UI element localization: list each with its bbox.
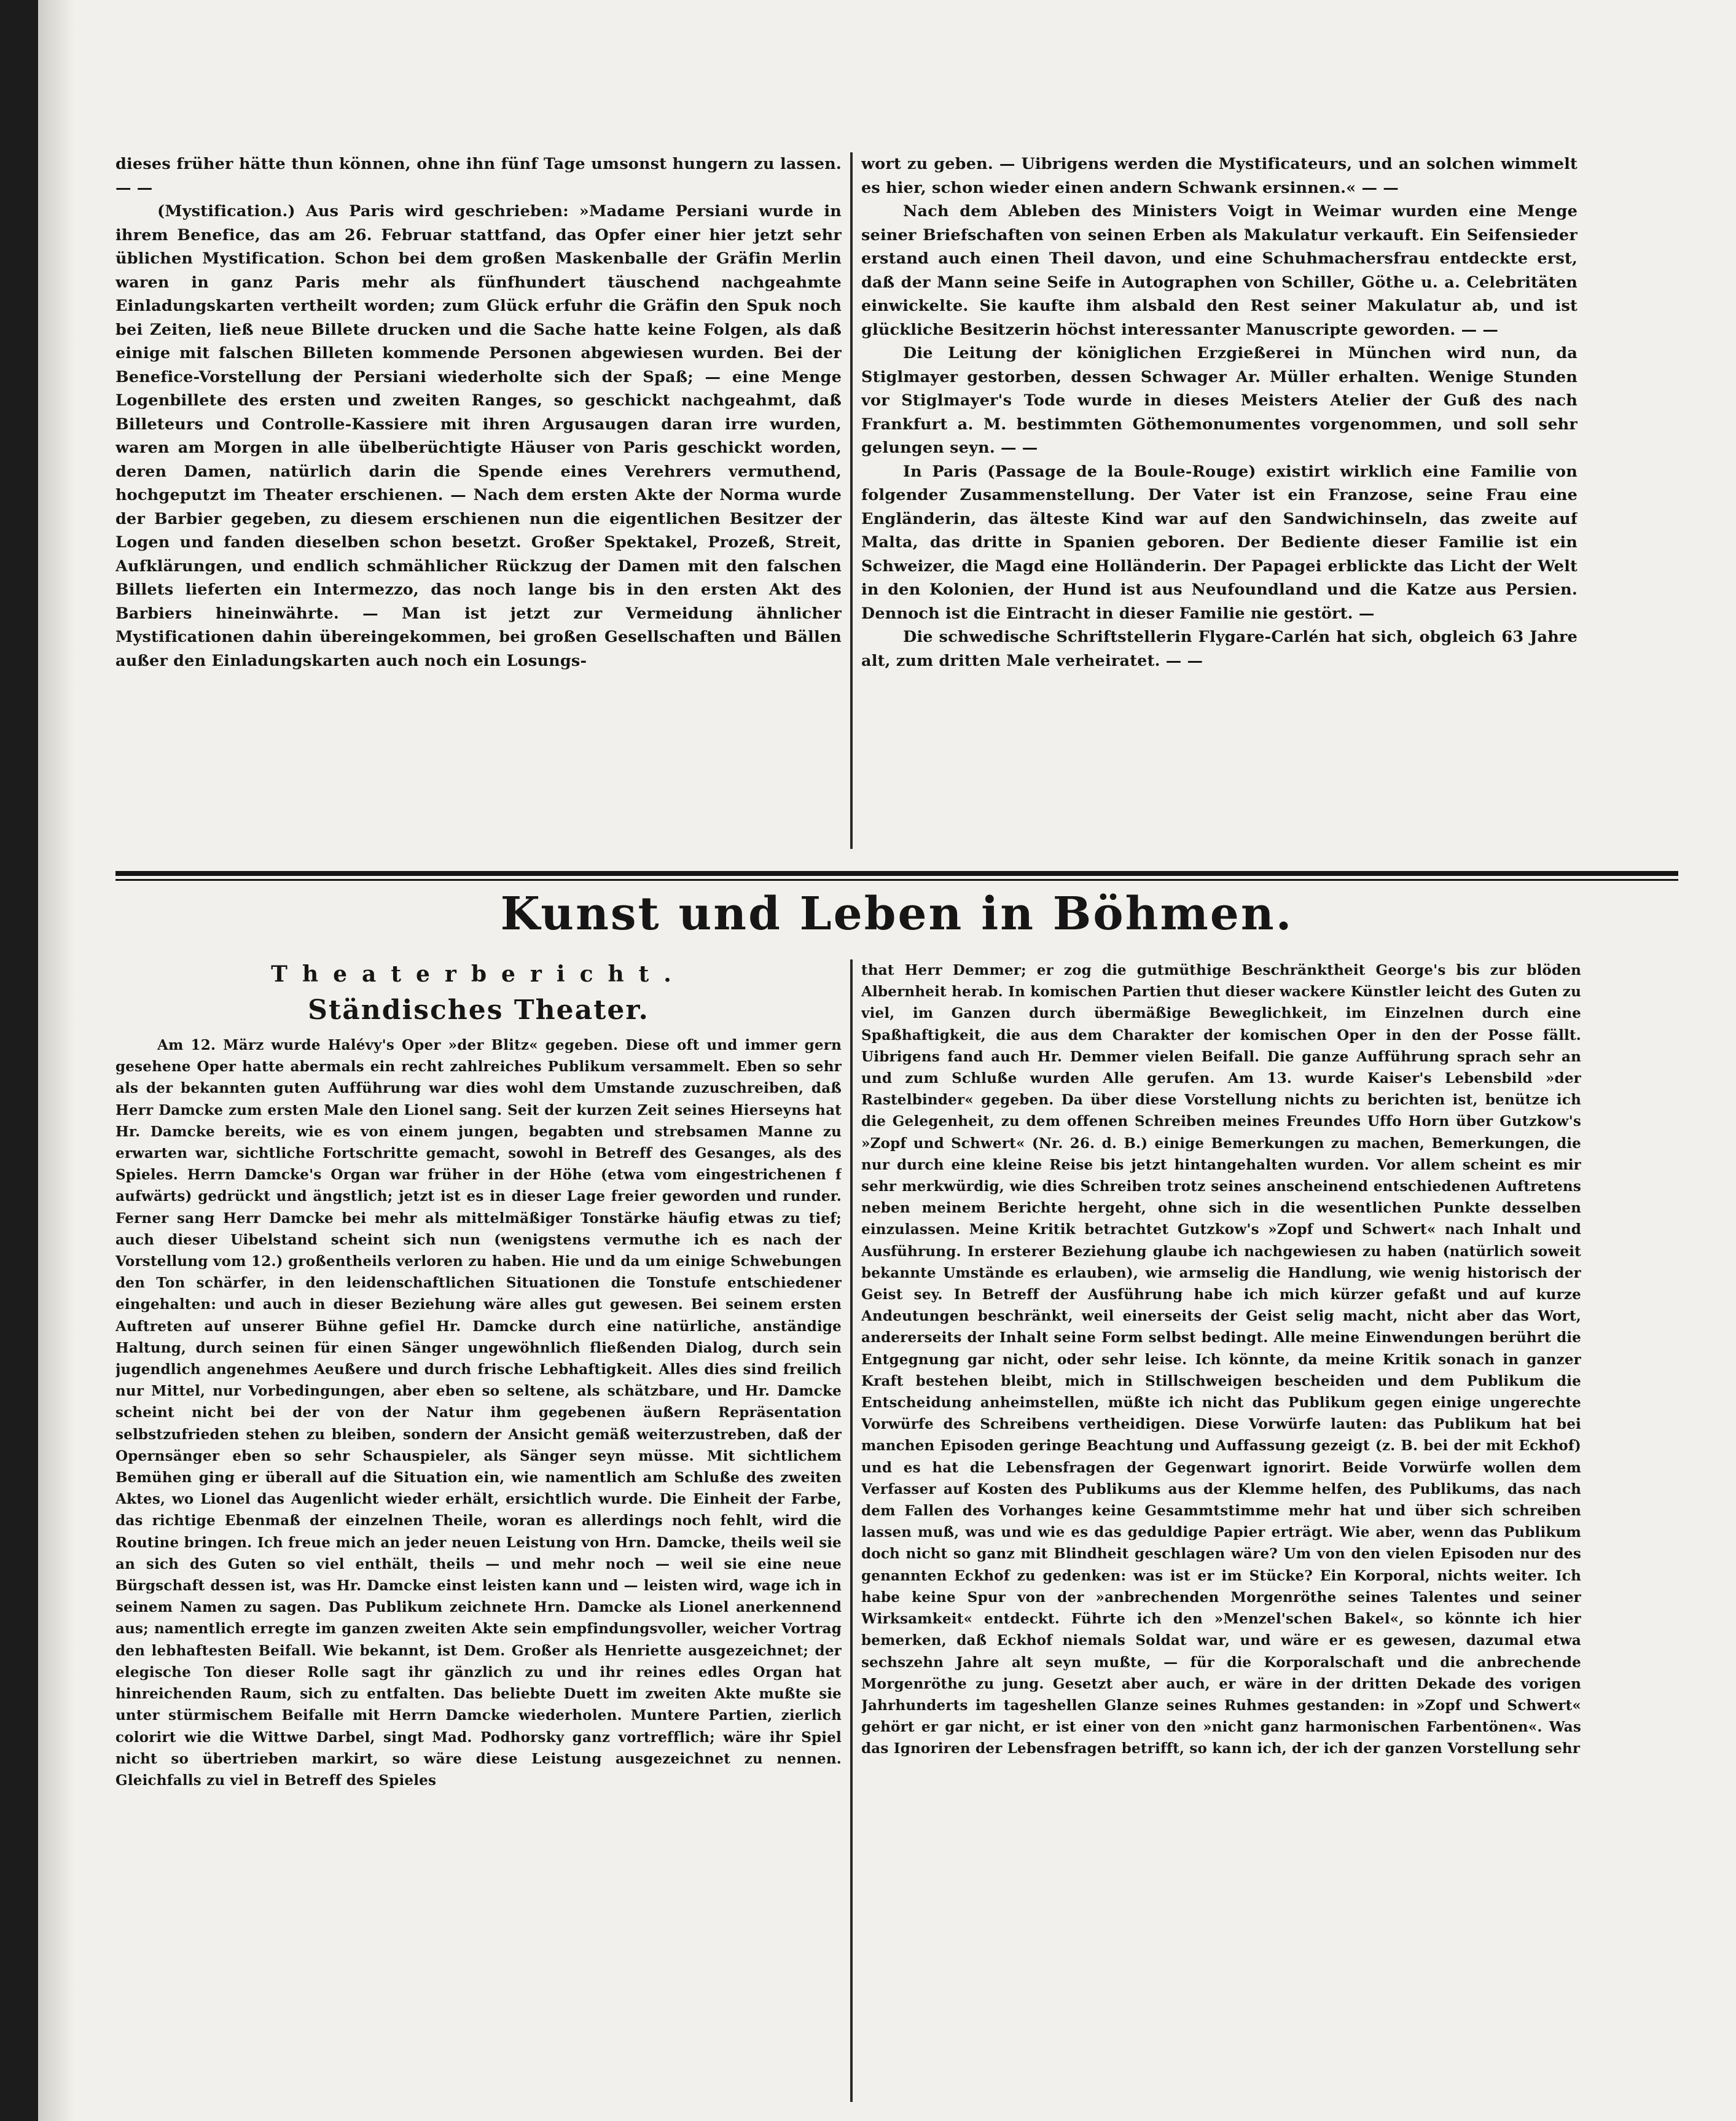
standisches-theater-title: Ständisches Theater.: [308, 994, 649, 1026]
bottom-right-column: [861, 959, 1581, 2102]
column-divider: [850, 959, 853, 2102]
section-headline: Kunst und Leben in Böhmen.: [500, 888, 1294, 940]
article-paragraph: Die schwedische Schriftstellerin Flygare-Carlén hat sich, obgleich 63 Jahre alt, zum dritten Male verheiratet. — —: [861, 628, 1578, 670]
article-paragraph: wort zu geben. — Uibrigens werden die Mystificateurs, und an solchen wimmelt es hier, schon wieder einen andern Schwank ersinnen.« — —: [861, 155, 1578, 197]
headline-rule-thin: [115, 879, 1678, 881]
newspaper-page: [38, 0, 1736, 2121]
article-paragraph: dieses früher hätte thun können, ohne ihn fünf Tage umsonst hungern zu lassen. — —: [115, 155, 842, 197]
review-paragraph: Am 12. März wurde Halévy's Oper »der Blitz« gegeben. Diese oft und immer gern gesehene Oper hatte abermals ein recht zahlreiches Publikum versammelt. Eben so sehr als der bekannten guten Aufführung war dies wohl dem Umstande zuzuschreiben, daß Herr Damcke zum ersten Male den Lionel sang. Seit der kurzen Zeit seines Hierseyns hat Hr. Damcke bereits, wie es von einem jungen, begabten und strebsamen Manne zu erwarten war, sichtliche Fortschritte gemacht, sowohl in Betreff des Gesanges, als des Spieles. Herrn Damcke's Organ war früher in der Höhe (etwa vom eingestrichenen f aufwärts) gedrückt und ängstlich; jetzt ist es in dieser Lage freier geworden und runder. Ferner sang Herr Damcke bei mehr als mittelmäßiger Tonstärke häufig etwas zu tief; auch dieser Uibelstand scheint sich nun (wenigstens vermuthe ich es nach der Vorstellung vom 12.) großentheils verloren zu haben. Hie und da um einige Schwebungen den Ton schärfer, in den leidenschaftlichen Situationen die Tonstufe entschiedener eingehalten: und auch in dieser Beziehung wäre alles gut gewesen. Bei seinem ersten Auftreten auf unserer Bühne gefiel Hr. Damcke durch eine natürliche, anständige Haltung, durch seinen für einen Sänger ungewöhnlich fließenden Dialog, durch sein jugendlich angenehmes Aeußere und durch frische Lebhaftigkeit. Alles dies sind freilich nur Mittel, nur Vorbedingungen, aber eben so seltene, als schätzbare, und Hr. Damcke scheint nicht bei der von der Natur ihm gegebenen äußern Repräsentation selbstzufrieden stehen zu bleiben, sondern der Ansicht gemäß weiterzustreben, daß der Opernsänger eben so sehr Schauspieler, als Sänger seyn müsse. Mit sichtlichem Bemühen ging er überall auf die Situation ein, wie namentlich am Schluße des zweiten Aktes, wo Lionel das Augenlicht wieder erhält, ersichtlich wurde. Die Einheit der Farbe, das richtige Ebenmaß der einzelnen Theile, woran es allerdings noch fehlt, wird die Routine bringen. Ich freue mich an jeder neuen Leistung von Hrn. Damcke, theils weil sie an sich des Guten so viel enthält, theils — und mehr noch — weil sie eine neue Bürgschaft dessen ist, was Hr. Damcke einst leisten kann und — leisten wird, wage ich in seinem Namen zu sagen. Das Publikum zeichnete Hrn. Damcke als Lionel anerkennend aus; namentlich erregte im ganzen zweiten Akte sein empfindungsvoller, weicher Vortrag den lebhaftesten Beifall. Wie bekannt, ist Dem. Großer als Henriette ausgezeichnet; der elegische Ton dieser Rolle sagt ihr gänzlich zu und ihr reines edles Organ hat hinreichenden Raum, sich zu entfalten. Das beliebte Duett im zweiten Akte mußte sie unter stürmischem Beifalle mit Herrn Damcke wiederholen. Muntere Partien, zierlich colorirt wie die Wittwe Darbel, singt Mad. Podhorsky ganz vortrefflich; wäre ihr Spiel nicht so übertrieben markirt, so wäre diese Leistung ausgezeichnet zu nennen. Gleichfalls zu viel in Betreff des Spieles: [115, 1037, 842, 1789]
bottom-left-column: [115, 959, 842, 2102]
article-paragraph: In Paris (Passage de la Boule-Rouge) existirt wirklich eine Familie von folgender Zusammenstellung. Der Vater ist ein Franzose, seine Frau eine Engländerin, das älteste Kind war auf den Sandwichinseln, das zweite auf Malta, das dritte in Spanien geboren. Der Bediente dieser Familie ist ein Schweizer, die Magd eine Holländerin. Der Papagei erblickte das Licht der Welt in den Kolonien, der Hund ist aus Neufoundland und die Katze aus Persien. Dennoch ist die Eintracht in dieser Familie nie gestört. —: [861, 462, 1578, 623]
article-paragraph: Nach dem Ableben des Ministers Voigt in Weimar wurden eine Menge seiner Briefschaften von seinen Erben als Makulatur verkauft. Ein Seifensieder erstand auch einen Theil davon, und eine Schuhmachersfrau entdeckte erst, daß der Mann seine Seife in Autographen von Schiller, Göthe u. a. Celebritäten einwickelte. Sie kaufte ihm alsbald den Rest seiner Makulatur ab, und ist glückliche Besitzerin höchst interessanter Manuscripte geworden. — —: [861, 202, 1578, 339]
review-paragraph: that Herr Demmer; er zog die gutmüthige Beschränktheit George's bis zur blöden Albernheit herab. In komischen Partien thut dieser wackere Künstler leicht des Guten zu viel, im Ganzen durch übermäßige Beweglichkeit, im Einzelnen durch eine Spaßhaftigkeit, die aus dem Charakter der komischen Oper in den der Posse fällt. Uibrigens fand auch Hr. Demmer vielen Beifall. Die ganze Aufführung sprach sehr an und zum Schluße wurden Alle gerufen. Am 13. wurde Kaiser's Lebensbild »der Rastelbinder« gegeben. Da über diese Vorstellung nichts zu berichten ist, benütze ich die Gelegenheit, zu dem offenen Schreiben meines Freundes Uffo Horn über Gutzkow's »Zopf und Schwert« (Nr. 26. d. B.) einige Bemerkungen zu machen, Bemerkungen, die nur durch eine kleine Reise bis jetzt hintangehalten wurden. Vor allem scheint es mir sehr merkwürdig, wie dies Schreiben trotz seines anscheinend entschiedenen Auftretens neben meinem Berichte hergeht, ohne sich in die wesentlichen Punkte desselben einzulassen. Meine Kritik betrachtet Gutzkow's »Zopf und Schwert« nach Inhalt und Ausführung. In ersterer Beziehung glaube ich nachgewiesen zu haben (natürlich soweit bekannte Umstände es erlauben), wie armselig die Handlung, wie wenig historisch der Geist sey. In Betreff der Ausführung habe ich mich kürzer gefaßt und auf kurze Andeutungen beschränkt, weil einerseits der Geist selig macht, nicht aber das Wort, andererseits der Inhalt seine Form selbst bedingt. Alle meine Einwendungen berührt die Entgegnung gar nicht, oder sehr leise. Ich könnte, da meine Kritik sonach in ganzer Kraft bestehen bleibt, mich in Stillschweigen bescheiden und dem Publikum die Entscheidung anheimstellen, müßte ich nicht das Publikum gegen einige ungerechte Vorwürfe des Schreibens vertheidigen. Diese Vorwürfe lauten: das Publikum hat bei manchen Episoden geringe Beachtung und Auffassung gezeigt (z. B. bei der mit Eckhof) und es hat die Lebensfragen der Gegenwart ignorirt. Beide Vorwürfe wollen dem Verfasser auf Kosten des Publikums aus der Klemme helfen, des Publikums, das nach dem Fallen des Vorhanges keine Gesammtstimme mehr hat und über sich schreiben lassen muß, was und wie es das geduldige Papier erträgt. Wie aber, wenn das Publikum doch nicht so ganz mit Blindheit geschlagen wäre? Um von den vielen Episoden nur des genannten Eckhof zu gedenken: was ist er im Stücke? Ein Korporal, nichts weiter. Ich habe keine Spur von der »anbrechenden Morgenröthe seines Talentes und seiner Wirksamkeit« entdeckt. Führte ich den »Menzel'schen Bakel«, so könnte ich hier bemerken, daß Eckhof niemals Soldat war, und wäre er es gewesen, dazumal etwa sechszehn Jahre alt seyn mußte, — für die Korporalschaft und die anbrechende Morgenröthe zu jung. Gesetzt aber auch, er wäre in der dritten Dekade des vorigen Jahrhunderts im tageshellen Glanze seines Ruhmes gestanden: in »Zopf und Schwert« gehört er gar nicht, er ist einer von den »nicht ganz harmonischen Farbentönen«. Was das Ignoriren der Lebensfragen betrifft, so kann ich, der ich der ganzen Vorstellung sehr: [861, 962, 1581, 1757]
column-divider: [850, 152, 853, 849]
headline-rule-thick: [115, 871, 1678, 876]
article-paragraph: Die Leitung der königlichen Erzgießerei in München wird nun, da Stiglmayer gestorben, dessen Schwager Ar. Müller erhalten. Wenige Stunden vor Stiglmayer's Tode wurde in dieses Meisters Atelier der Guß des nach Frankfurt a. M. bestimmten Göthemonumentes vorgenommen, und soll sehr gelungen seyn. — —: [861, 344, 1578, 457]
theater-report-title: Theaterbericht.: [271, 961, 686, 987]
top-right-column: [861, 152, 1578, 849]
top-left-column: [115, 152, 842, 849]
article-paragraph: (Mystification.) Aus Paris wird geschrieben: »Madame Persiani wurde in ihrem Benefice, das am 26. Februar stattfand, das Opfer einer hier jetzt sehr üblichen Mystification. Schon bei dem großen Maskenballe der Gräfin Merlin waren in ganz Paris mehr als fünfhundert täuschend nachgeahmte Einladungskarten vertheilt worden; zum Glück erfuhr die Gräfin den Spuk noch bei Zeiten, ließ neue Billete drucken und die Sache hatte keine Folgen, als daß einige mit falschen Billeten kommende Personen abgewiesen wurden. Bei der Benefice-Vorstellung der Persiani wiederholte sich der Spaß; — eine Menge Logenbillete des ersten und zweiten Ranges, so geschickt nachgeahmt, daß Billeteurs und Controlle-Kassiere mit ihren Argusaugen daran irre wurden, waren am Morgen in alle übelberüchtigte Häuser von Paris geschickt worden, deren Damen, natürlich darin die Spende eines Verehrers vermuthend, hochgeputzt im Theater erschienen. — Nach dem ersten Akte der Norma wurde der Barbier gegeben, zu diesem erschienen nun die eigentlichen Besitzer der Logen und fanden dieselben schon besetzt. Großer Spektakel, Prozeß, Streit, Aufklärungen, und endlich schmählicher Rückzug der Damen mit den falschen Billets lieferten ein Intermezzo, das noch lange bis in den ersten Akt des Barbiers hineinwährte. — Man ist jetzt zur Vermeidung ähnlicher Mystificationen dahin übereingekommen, bei großen Gesellschaften und Bällen außer den Einladungskarten auch noch ein Losungs-: [115, 202, 842, 670]
